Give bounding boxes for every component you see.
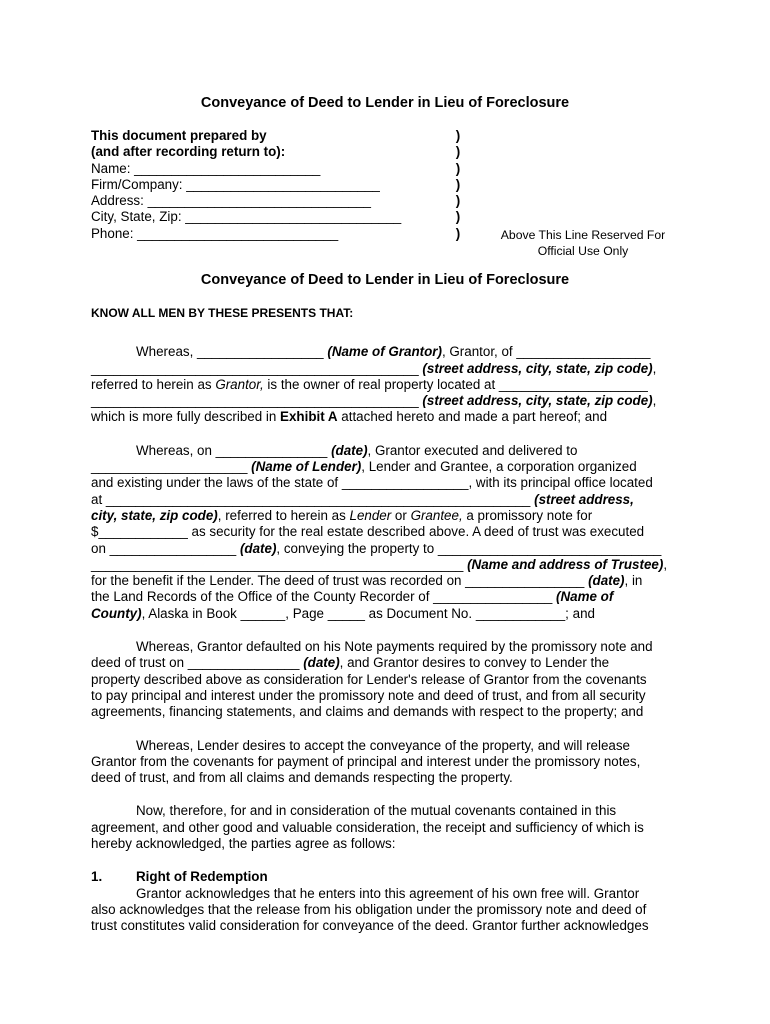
section-number: 1. [91, 869, 103, 885]
phone-field: Phone: ___________________________ [91, 225, 339, 241]
prepared-by-label: This document prepared by [91, 128, 267, 143]
now-therefore-paragraph: Now, therefore, for and in consideration of the mutual covenants contained in this agreement, and other good and valuable consideration, the receipt and sufficiency of which is hereby acknowledged, the parties agree as follows: [91, 803, 644, 852]
name-field: Name: _________________________ [91, 160, 321, 176]
return-to-label: (and after recording return to): [91, 144, 286, 160]
paren-column [452, 128, 464, 242]
paren: ) [455, 128, 461, 143]
reserved-note [490, 228, 676, 259]
know-all-heading: KNOW ALL MEN BY THESE PRESENTS THAT: [91, 306, 354, 320]
whereas-paragraph-4: Whereas, Lender desires to accept the conveyance of the property, and will release Grantor from the covenants for payment of principal and interest under the promissory notes, deed of trust, and from all claims and demands respecting the property. [91, 737, 641, 786]
paren: ) [455, 225, 461, 241]
whereas-paragraph-2: Whereas, on _______________ (date), Grantor executed and delivered to _____________________ (Name of Lender), Lender and Grantee, a corporation organized and existing under the laws of the state of _________________, with its principal office located at _________________________________________________________ (street address, city, state, zip code), referred to herein as Lender or Grantee, a promissory note for $____________ as security for the real estate described above. A deed of trust was executed on _________________ (date), conveying the property to ______________________________ __________________________________________________ (Name and address of Trustee), for the benefit if the Lender. The deed of trust was recorded on ________________ (date), in the Land Records of the Office of the County Recorder of ________________ (Name of County), Alaska in Book ______, Page _____ as Document No. ____________; and [91, 442, 668, 621]
document-subtitle: Conveyance of Deed to Lender in Lieu of Foreclosure [200, 272, 570, 288]
prepared-by-block [91, 128, 471, 242]
paren: ) [455, 144, 461, 160]
address-field: Address: ______________________________ [91, 193, 371, 209]
section-heading: Right of Redemption [136, 869, 268, 885]
firm-field: Firm/Company: __________________________ [91, 176, 380, 192]
paren: ) [455, 209, 461, 225]
paren: ) [455, 193, 461, 209]
paren: ) [455, 176, 461, 192]
whereas-paragraph-1: Whereas, _________________ (Name of Grantor), Grantor, of __________________ ____________________________________________ (street address, city, state, zip code), referred to herein as Grantor, is the owner of real property located at ____________________ ____________________________________________ (street address, city, state, zip code), which is more fully described in Exhibit A attached hereto and made a part hereof; and [91, 344, 657, 425]
reserved-line-2: Official Use Only [537, 243, 629, 258]
paren: ) [455, 160, 461, 176]
city-field: City, State, Zip: _____________________________ [91, 209, 402, 225]
whereas-paragraph-3: Whereas, Grantor defaulted on his Note payments required by the promissory note and deed of trust on _______________ (date), and Grantor desires to convey to Lender the property described above as consideration for Lender's release of Grantor from the covenants to pay principal and interest under the promissory note and deed of trust, and from all security agreements, financing statements, and claims and demands with respect to the property; and [91, 639, 653, 720]
section-1: 1. Right of Redemption Grantor acknowledges that he enters into this agreement of his own free will. Grantor also acknowledges that the release from his obligation under the promissory note and deed of trust constitutes valid consideration for conveyance of the deed. Grantor further acknowledges [91, 869, 649, 934]
document-title: Conveyance of Deed to Lender in Lieu of Foreclosure [200, 95, 570, 111]
reserved-line-1: Above This Line Reserved For [500, 228, 666, 242]
document-body [91, 305, 681, 952]
